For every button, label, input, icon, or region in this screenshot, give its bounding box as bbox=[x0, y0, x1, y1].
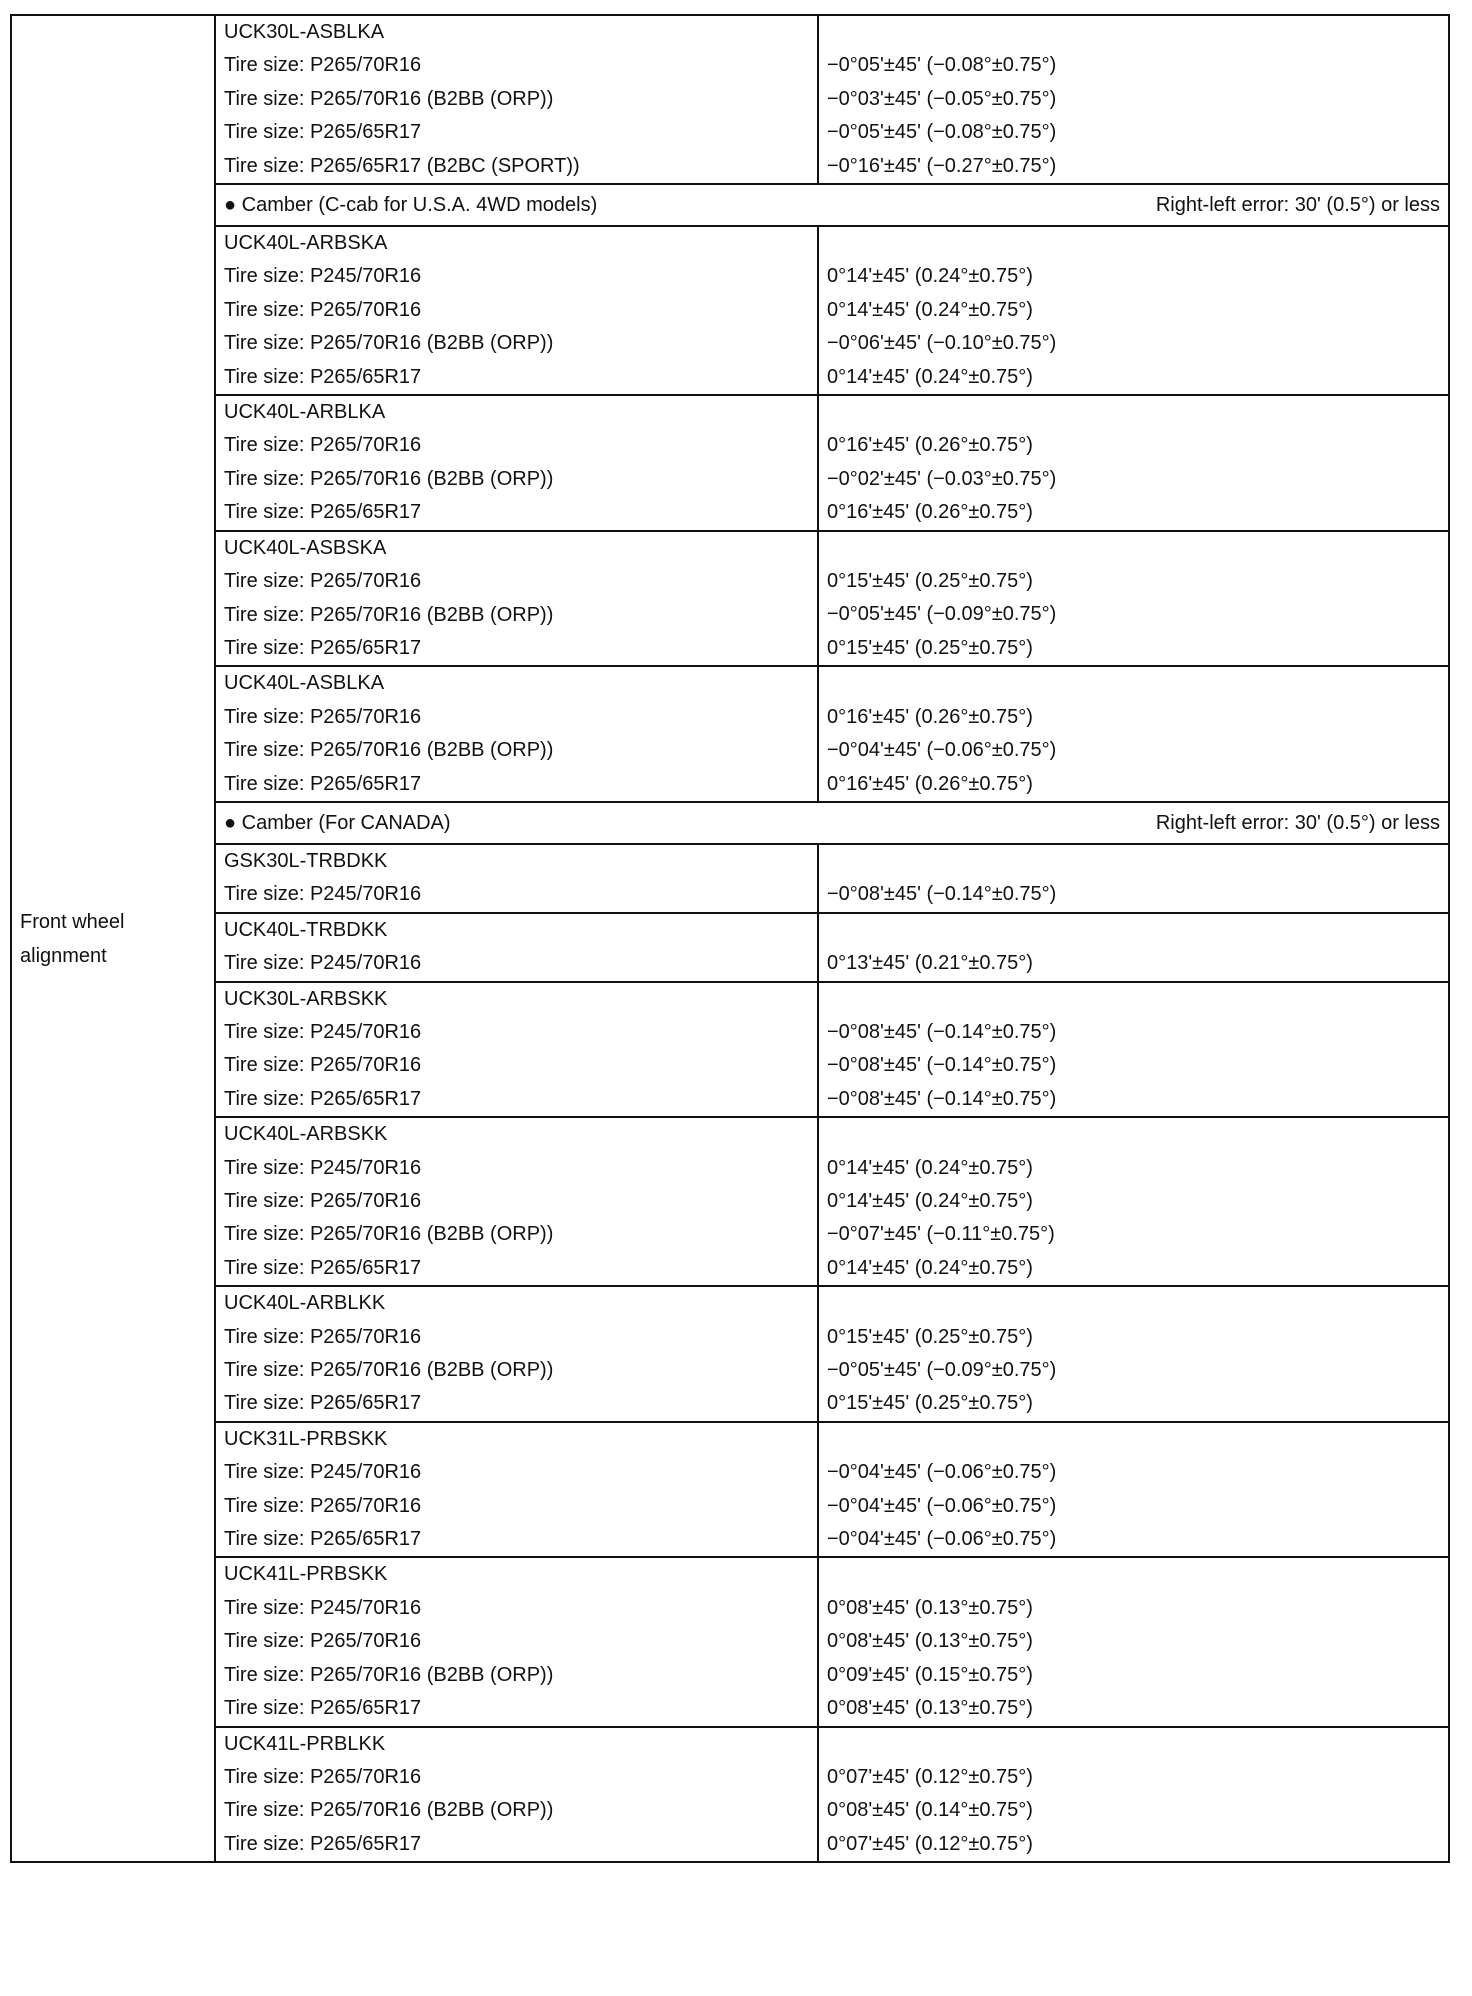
camber-value: −0°16'±45' (−0.27°±0.75°) bbox=[827, 154, 1057, 177]
camber-value: −0°04'±45' (−0.06°±0.75°) bbox=[827, 1528, 1057, 1551]
model-block bbox=[216, 227, 1448, 396]
tire-size: Tire size: P265/65R17 bbox=[224, 1392, 422, 1415]
value-spacer bbox=[827, 1118, 1440, 1151]
model-block bbox=[216, 1118, 1448, 1287]
value-spacer bbox=[827, 914, 1440, 947]
camber-value: 0°14'±45' (0.24°±0.75°) bbox=[827, 1156, 1033, 1179]
camber-value: 0°08'±45' (0.13°±0.75°) bbox=[827, 1596, 1033, 1619]
value-cell bbox=[819, 845, 1448, 912]
model-cell bbox=[216, 1558, 819, 1725]
camber-value: −0°08'±45' (−0.14°±0.75°) bbox=[827, 1054, 1057, 1077]
model-cell bbox=[216, 16, 819, 183]
model-code: UCK30L-ARBSKK bbox=[224, 987, 388, 1010]
camber-value: 0°14'±45' (0.24°±0.75°) bbox=[827, 365, 1033, 388]
camber-value: −0°04'±45' (−0.06°±0.75°) bbox=[827, 1494, 1057, 1517]
model-cell bbox=[216, 396, 819, 530]
camber-value: 0°15'±45' (0.25°±0.75°) bbox=[827, 1325, 1033, 1348]
model-block bbox=[216, 845, 1448, 914]
value-cell bbox=[819, 16, 1448, 183]
tire-size: Tire size: P265/65R17 bbox=[224, 365, 422, 388]
model-code: UCK30L-ASBLKA bbox=[224, 21, 385, 43]
model-block bbox=[216, 914, 1448, 983]
model-cell bbox=[216, 227, 819, 394]
model-code: UCK40L-ASBLKA bbox=[224, 672, 385, 695]
value-spacer bbox=[827, 845, 1440, 878]
model-code: UCK40L-TRBDKK bbox=[224, 918, 388, 941]
model-cell bbox=[216, 914, 819, 981]
camber-value: −0°08'±45' (−0.14°±0.75°) bbox=[827, 1020, 1057, 1043]
camber-value: 0°14'±45' (0.24°±0.75°) bbox=[827, 265, 1033, 288]
section-label-cell bbox=[12, 16, 216, 1861]
tire-size: Tire size: P265/70R16 (B2BB (ORP)) bbox=[224, 87, 554, 110]
value-cell bbox=[819, 1287, 1448, 1421]
camber-value: 0°16'±45' (0.26°±0.75°) bbox=[827, 772, 1033, 795]
tire-size: Tire size: P245/70R16 bbox=[224, 1461, 422, 1484]
tire-size: Tire size: P265/70R16 (B2BB (ORP)) bbox=[224, 1359, 554, 1382]
value-spacer bbox=[827, 1728, 1440, 1761]
model-code: UCK41L-PRBLKK bbox=[224, 1732, 386, 1755]
tire-size: Tire size: P265/65R17 bbox=[224, 1256, 422, 1279]
camber-value: 0°07'±45' (0.12°±0.75°) bbox=[827, 1765, 1033, 1788]
tire-size: Tire size: P265/70R16 (B2BB (ORP)) bbox=[224, 467, 554, 490]
model-block bbox=[216, 1558, 1448, 1727]
alignment-spec-table bbox=[10, 14, 1450, 1863]
camber-value: 0°13'±45' (0.21°±0.75°) bbox=[827, 952, 1033, 975]
camber-value: 0°08'±45' (0.13°±0.75°) bbox=[827, 1630, 1033, 1653]
camber-value: −0°08'±45' (−0.14°±0.75°) bbox=[827, 1087, 1057, 1110]
tire-size: Tire size: P265/65R17 (B2BC (SPORT)) bbox=[224, 154, 580, 177]
value-spacer bbox=[827, 532, 1440, 565]
value-spacer bbox=[827, 667, 1440, 700]
camber-value: 0°16'±45' (0.26°±0.75°) bbox=[827, 501, 1033, 524]
value-spacer bbox=[827, 227, 1440, 260]
tire-size: Tire size: P265/70R16 bbox=[224, 1054, 422, 1077]
section-label-line: alignment bbox=[20, 944, 107, 967]
model-block bbox=[216, 396, 1448, 532]
camber-value: −0°06'±45' (−0.10°±0.75°) bbox=[827, 332, 1057, 355]
tire-size: Tire size: P265/65R17 bbox=[224, 1528, 422, 1551]
tire-size: Tire size: P265/70R16 bbox=[224, 1494, 422, 1517]
tire-size: Tire size: P265/65R17 bbox=[224, 1087, 422, 1110]
camber-section-header bbox=[216, 803, 1448, 845]
model-code: UCK31L-PRBSKK bbox=[224, 1427, 388, 1450]
model-code: UCK40L-ASBSKA bbox=[224, 536, 387, 559]
model-block bbox=[216, 667, 1448, 803]
tire-size: Tire size: P265/70R16 (B2BB (ORP)) bbox=[224, 603, 554, 626]
model-code: UCK40L-ARBSKK bbox=[224, 1123, 388, 1146]
camber-value: −0°04'±45' (−0.06°±0.75°) bbox=[827, 739, 1057, 762]
model-code: UCK40L-ARBLKA bbox=[224, 401, 386, 424]
value-spacer bbox=[827, 1423, 1440, 1456]
section-label bbox=[12, 905, 125, 973]
model-cell bbox=[216, 1423, 819, 1557]
model-block bbox=[216, 1423, 1448, 1559]
camber-section-title: ● Camber (For CANADA) bbox=[224, 811, 451, 834]
tire-size: Tire size: P245/70R16 bbox=[224, 1156, 422, 1179]
value-cell bbox=[819, 1423, 1448, 1557]
tire-size: Tire size: P245/70R16 bbox=[224, 1020, 422, 1043]
camber-value: 0°14'±45' (0.24°±0.75°) bbox=[827, 298, 1033, 321]
model-block bbox=[216, 1287, 1448, 1423]
spec-rows bbox=[216, 16, 1448, 1861]
tire-size: Tire size: P265/70R16 (B2BB (ORP)) bbox=[224, 1799, 554, 1822]
camber-value: 0°15'±45' (0.25°±0.75°) bbox=[827, 1392, 1033, 1415]
model-code: UCK41L-PRBSKK bbox=[224, 1563, 388, 1586]
camber-value: −0°02'±45' (−0.03°±0.75°) bbox=[827, 467, 1057, 490]
tire-size: Tire size: P265/70R16 bbox=[224, 54, 422, 77]
value-cell bbox=[819, 1118, 1448, 1285]
tire-size: Tire size: P265/65R17 bbox=[224, 1697, 422, 1720]
camber-value: 0°09'±45' (0.15°±0.75°) bbox=[827, 1663, 1033, 1686]
camber-value: 0°16'±45' (0.26°±0.75°) bbox=[827, 434, 1033, 457]
model-code: UCK40L-ARBLKK bbox=[224, 1292, 386, 1315]
tire-size: Tire size: P265/65R17 bbox=[224, 1832, 422, 1855]
model-block bbox=[216, 16, 1448, 185]
tire-size: Tire size: P265/70R16 bbox=[224, 1630, 422, 1653]
right-left-error-note: Right-left error: 30' (0.5°) or less bbox=[1155, 194, 1440, 217]
tire-size: Tire size: P265/70R16 bbox=[224, 1765, 422, 1788]
right-left-error-note: Right-left error: 30' (0.5°) or less bbox=[1155, 811, 1440, 834]
tire-size: Tire size: P265/70R16 (B2BB (ORP)) bbox=[224, 739, 554, 762]
model-cell bbox=[216, 1728, 819, 1862]
model-cell bbox=[216, 1118, 819, 1285]
value-spacer bbox=[827, 1287, 1440, 1320]
camber-value: −0°05'±45' (−0.08°±0.75°) bbox=[827, 121, 1057, 144]
tire-size: Tire size: P245/70R16 bbox=[224, 883, 422, 906]
value-cell bbox=[819, 396, 1448, 530]
model-block bbox=[216, 1728, 1448, 1862]
camber-value: 0°16'±45' (0.26°±0.75°) bbox=[827, 705, 1033, 728]
tire-size: Tire size: P245/70R16 bbox=[224, 952, 422, 975]
model-block bbox=[216, 532, 1448, 668]
section-label-line: Front wheel bbox=[20, 910, 125, 933]
value-cell bbox=[819, 532, 1448, 666]
tire-size: Tire size: P265/65R17 bbox=[224, 636, 422, 659]
camber-value: −0°03'±45' (−0.05°±0.75°) bbox=[827, 87, 1057, 110]
value-spacer bbox=[827, 983, 1440, 1016]
tire-size: Tire size: P265/70R16 bbox=[224, 434, 422, 457]
value-cell bbox=[819, 983, 1448, 1117]
model-cell bbox=[216, 532, 819, 666]
camber-value: 0°08'±45' (0.13°±0.75°) bbox=[827, 1697, 1033, 1720]
camber-value: −0°05'±45' (−0.09°±0.75°) bbox=[827, 603, 1057, 626]
tire-size: Tire size: P265/70R16 (B2BB (ORP)) bbox=[224, 1223, 554, 1246]
camber-value: −0°05'±45' (−0.08°±0.75°) bbox=[827, 54, 1057, 77]
camber-value: −0°04'±45' (−0.06°±0.75°) bbox=[827, 1461, 1057, 1484]
value-spacer bbox=[827, 16, 1440, 49]
tire-size: Tire size: P245/70R16 bbox=[224, 1596, 422, 1619]
camber-value: 0°08'±45' (0.14°±0.75°) bbox=[827, 1799, 1033, 1822]
value-cell bbox=[819, 667, 1448, 801]
camber-section-title: ● Camber (C-cab for U.S.A. 4WD models) bbox=[224, 194, 598, 217]
value-cell bbox=[819, 1558, 1448, 1725]
model-cell bbox=[216, 667, 819, 801]
tire-size: Tire size: P265/65R17 bbox=[224, 772, 422, 795]
model-cell bbox=[216, 983, 819, 1117]
camber-value: 0°07'±45' (0.12°±0.75°) bbox=[827, 1832, 1033, 1855]
value-spacer bbox=[827, 396, 1440, 429]
tire-size: Tire size: P265/70R16 (B2BB (ORP)) bbox=[224, 332, 554, 355]
tire-size: Tire size: P265/70R16 bbox=[224, 298, 422, 321]
value-cell bbox=[819, 1728, 1448, 1862]
camber-value: −0°08'±45' (−0.14°±0.75°) bbox=[827, 883, 1057, 906]
camber-section-header bbox=[216, 185, 1448, 227]
model-block bbox=[216, 983, 1448, 1119]
camber-value: 0°14'±45' (0.24°±0.75°) bbox=[827, 1189, 1033, 1212]
tire-size: Tire size: P265/65R17 bbox=[224, 121, 422, 144]
tire-size: Tire size: P265/65R17 bbox=[224, 501, 422, 524]
model-code: UCK40L-ARBSKA bbox=[224, 232, 388, 255]
model-cell bbox=[216, 845, 819, 912]
value-cell bbox=[819, 227, 1448, 394]
tire-size: Tire size: P265/70R16 bbox=[224, 705, 422, 728]
tire-size: Tire size: P265/70R16 bbox=[224, 1190, 422, 1212]
value-spacer bbox=[827, 1558, 1440, 1591]
tire-size: Tire size: P265/70R16 bbox=[224, 570, 422, 593]
model-code: GSK30L-TRBDKK bbox=[224, 849, 388, 872]
value-cell bbox=[819, 914, 1448, 981]
model-cell bbox=[216, 1287, 819, 1421]
camber-value: 0°15'±45' (0.25°±0.75°) bbox=[827, 570, 1033, 593]
camber-value: −0°07'±45' (−0.11°±0.75°) bbox=[827, 1223, 1055, 1246]
camber-value: 0°14'±45' (0.24°±0.75°) bbox=[827, 1256, 1033, 1279]
tire-size: Tire size: P265/70R16 (B2BB (ORP)) bbox=[224, 1663, 554, 1686]
tire-size: Tire size: P245/70R16 bbox=[224, 265, 422, 288]
camber-value: 0°15'±45' (0.25°±0.75°) bbox=[827, 636, 1033, 659]
tire-size: Tire size: P265/70R16 bbox=[224, 1325, 422, 1348]
camber-value: −0°05'±45' (−0.09°±0.75°) bbox=[827, 1359, 1057, 1382]
